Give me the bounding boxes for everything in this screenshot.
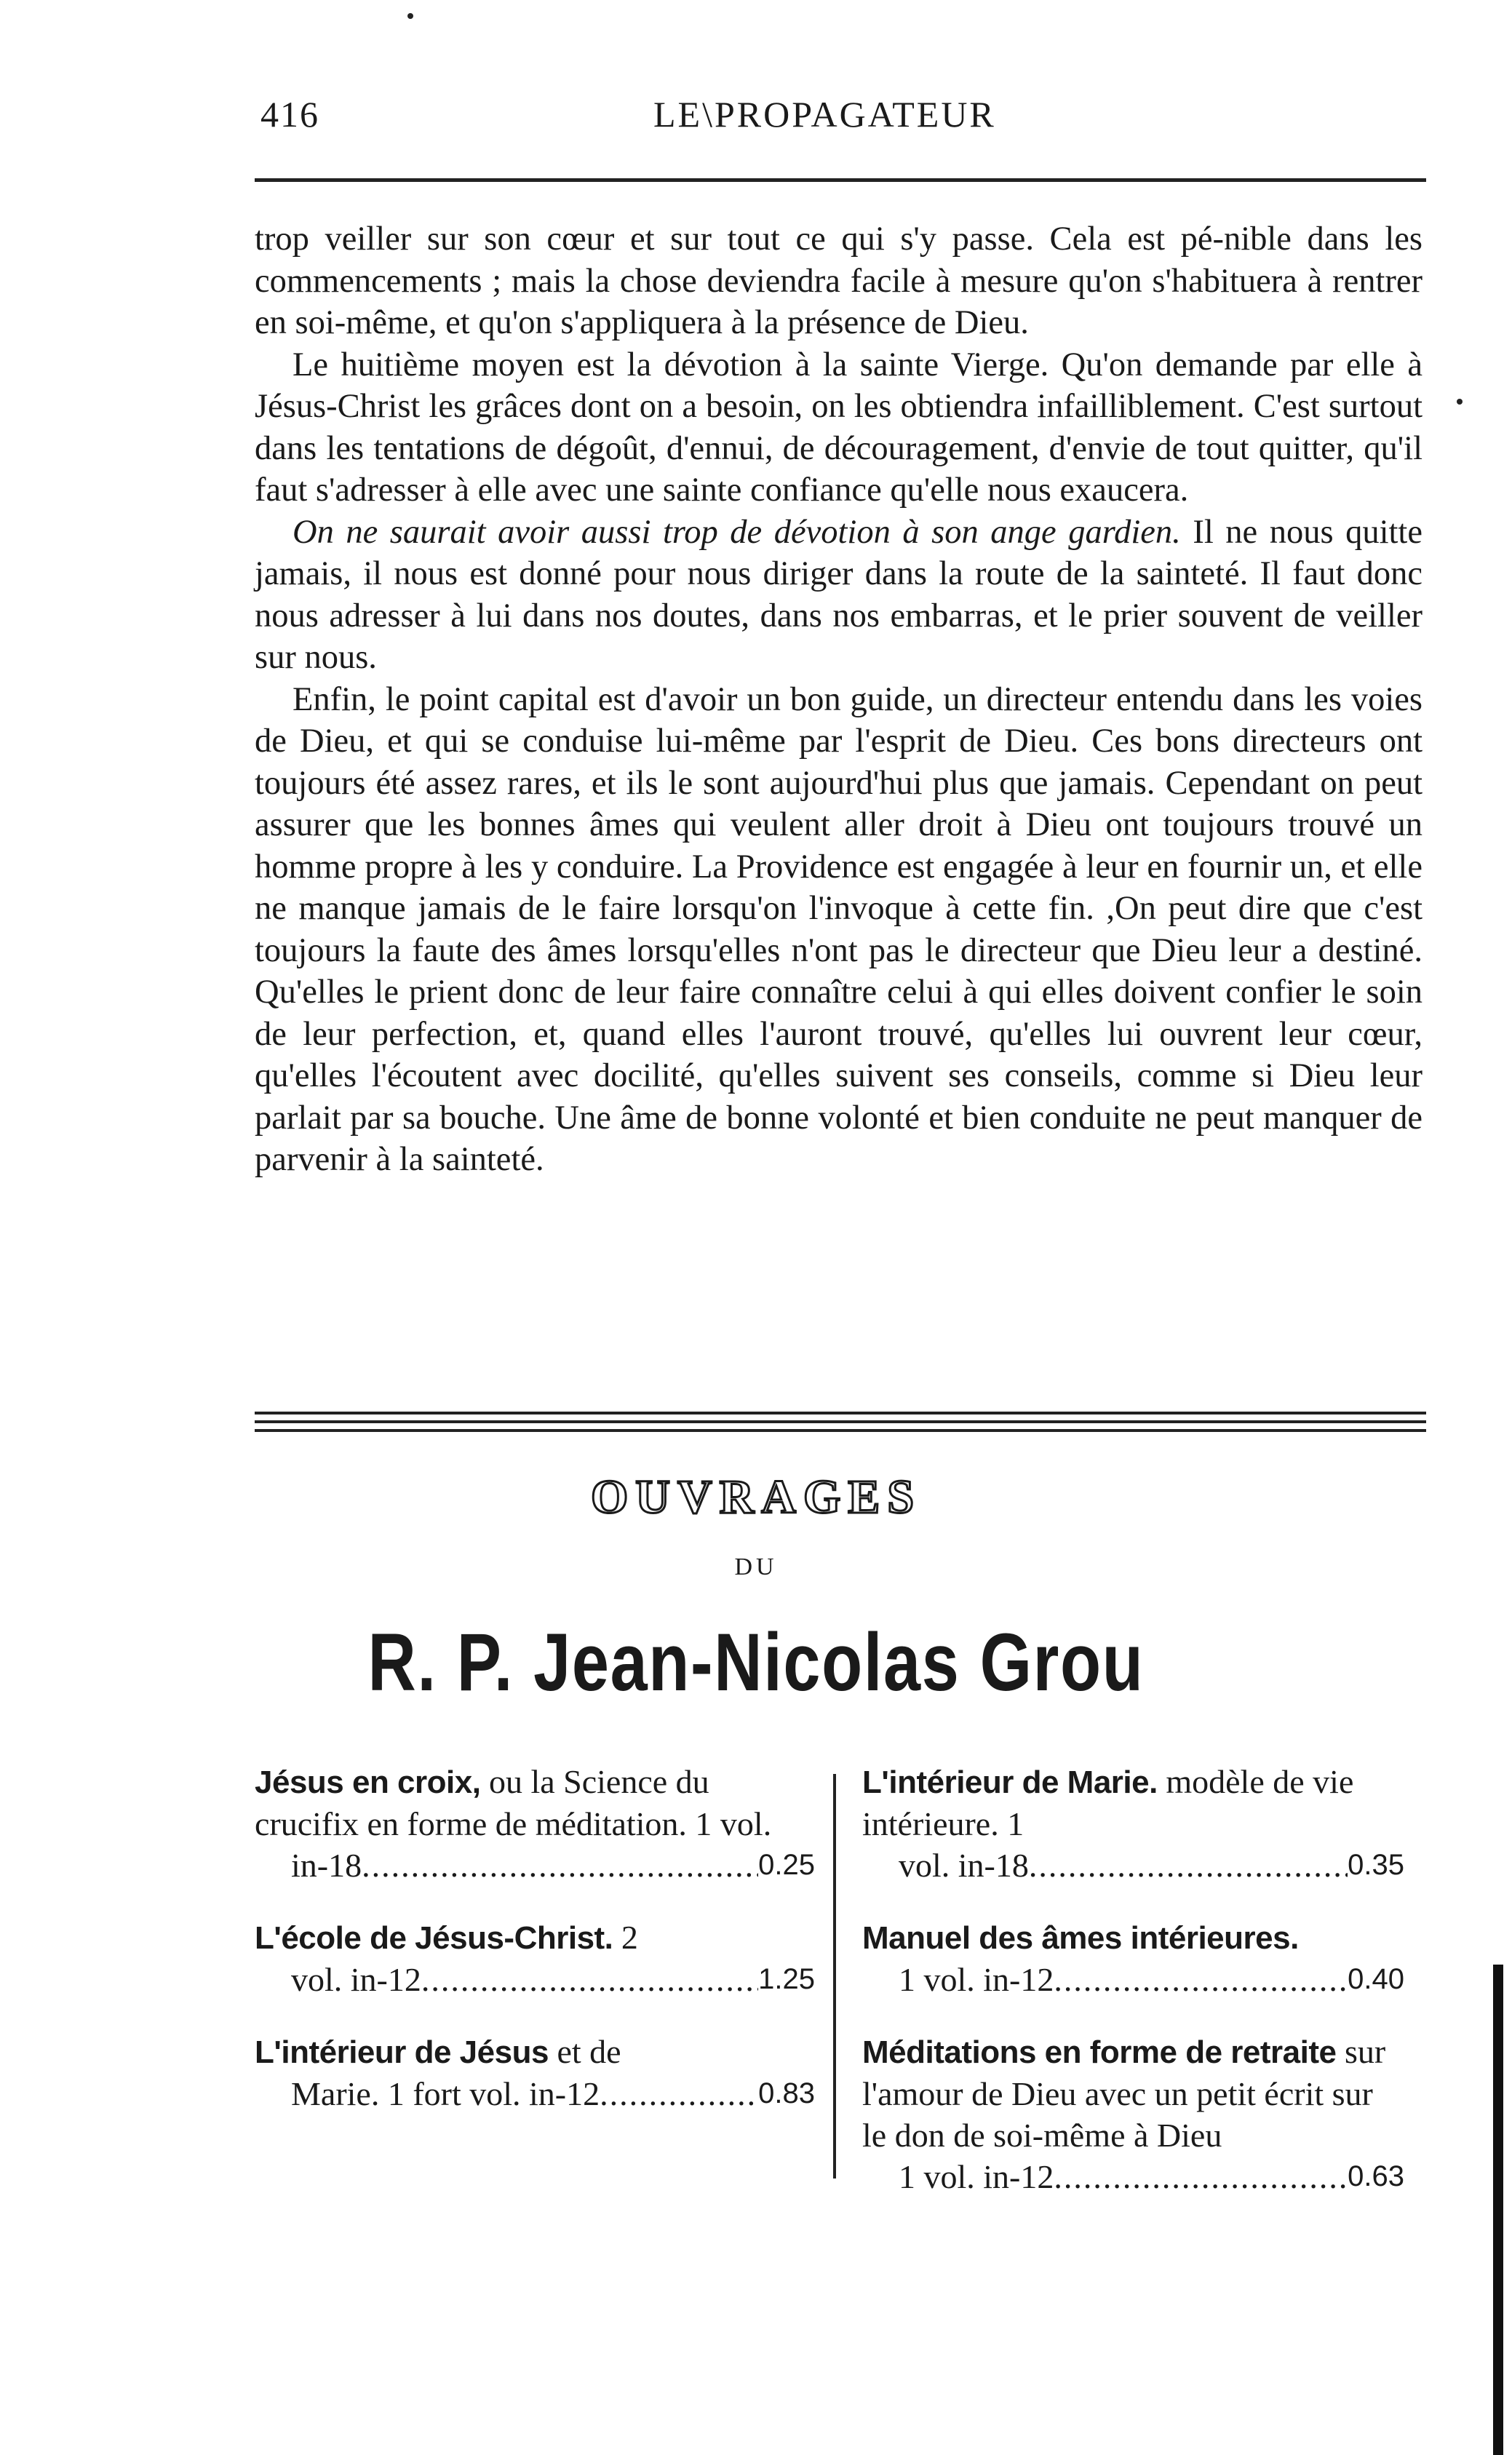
entry-price: 0.35 <box>1348 1849 1404 1881</box>
entry-price-row <box>862 1845 1404 1886</box>
double-rule <box>255 1412 1426 1438</box>
catalogue-author: R. P. Jean-Nicolas Grou <box>367 1617 1145 1708</box>
header-rule <box>255 178 1426 182</box>
running-header <box>260 93 1425 151</box>
entry-format: 1 vol. in-12 <box>899 2158 1054 2195</box>
entry-format: Marie. 1 fort vol. in-12 <box>291 2075 600 2112</box>
entry-title: Manuel des âmes intérieures. <box>862 1920 1299 1956</box>
entry-price-row <box>862 1959 1404 2000</box>
entry-format: vol. in-18 <box>899 1847 1029 1884</box>
catalogue-entry <box>255 2031 815 2114</box>
paragraph-1: trop veiller sur son cœur et sur tout ce qui s'y passe. Cela est pé-nible dans les commencements ; mais la chose deviendra facile à mesure qu'on s'habituera à rentrer en soi-même, et qu'on s'appliquera à la présence de Dieu. <box>255 220 1423 341</box>
entry-price-row <box>255 2073 815 2114</box>
catalogue-entry <box>862 1917 1404 2000</box>
catalogue-heading: OUVRAGES <box>590 1471 922 1524</box>
entry-desc: ou la Science du crucifix en forme de méditation. 1 vol. <box>255 1763 772 1842</box>
paragraph-4: Enfin, le point capital est d'avoir un bon guide, un directeur entendu dans les voies de Dieu, et qui se conduise lui-même par l'esprit de Dieu. Ces bons directeurs ont toujours été assez rares, et ils le sont aujourd'hui plus que jamais. Cependant on peut assurer que les bonnes âmes qui veulent aller droit à Dieu ont toujours trouvé un homme propre à les y conduire. La Providence est engagée à leur en fournir un, et elle ne manque jamais de le faire lorsqu'on l'invoque à cette fin. ,On peut dire que c'est toujours la faute des âmes lorsqu'elles n'ont pas le directeur que Dieu leur a destiné. Qu'elles le prient donc de leur faire connaître celui à qui elles doivent confier le soin de leur perfection, et, quand elles l'auront trouvé, qu'elles lui ouvrent leur cœur, qu'elles l'écoutent avec docilité, qu'elles suivent ses conseils, comme si Dieu leur parlait par sa bouche. Une âme de bonne volonté et bien conduite ne peut manquer de parvenir à la sainteté. <box>255 680 1423 1178</box>
running-title: LE\PROPAGATEUR <box>653 94 996 135</box>
entry-price-row <box>255 1845 815 1886</box>
entry-desc: modèle de vie intérieure. 1 <box>862 1763 1354 1842</box>
entry-price-row <box>862 2156 1404 2197</box>
entry-price: 0.25 <box>758 1849 815 1881</box>
column-divider <box>833 1774 836 2179</box>
entry-price: 1.25 <box>758 1963 815 1995</box>
catalogue-entry <box>255 1917 815 2000</box>
entry-price: 0.40 <box>1348 1963 1404 1995</box>
entry-title: Méditations en forme de retraite <box>862 2034 1337 2070</box>
entry-format: vol. in-12 <box>291 1961 421 1998</box>
paragraph-2: Le huitième moyen est la dévotion à la sainte Vierge. Qu'on demande par elle à Jésus-Christ les grâces dont on a besoin, on les obtiendra infailliblement. C'est surtout dans les tentations de dégoût, d'ennui, de découragement, d'envie de tout quitter, qu'il faut s'adresser à elle avec une sainte confiance qu'elle nous exaucera. <box>255 346 1423 509</box>
entry-title: L'intérieur de Marie. <box>862 1764 1158 1800</box>
entry-format: 1 vol. in-12 <box>899 1961 1054 1998</box>
entry-desc: sur l'amour de Dieu avec un petit écrit sur le don de soi-même à Dieu <box>862 2033 1386 2154</box>
entry-desc: 2 <box>621 1919 638 1956</box>
catalogue-du: DU <box>734 1553 778 1580</box>
ink-speck <box>1457 399 1463 405</box>
page-number: 416 <box>260 94 319 135</box>
entry-title: L'intérieur de Jésus <box>255 2034 549 2070</box>
entry-price: 0.63 <box>1348 2160 1404 2192</box>
entry-format: in-18 <box>291 1847 362 1884</box>
catalogue-entry <box>255 1761 815 1886</box>
entry-price-row <box>255 1959 815 2000</box>
ink-speck <box>407 13 413 19</box>
entry-desc: et de <box>557 2033 621 2070</box>
page-edge-shadow <box>1493 1965 1503 2455</box>
paragraph-3-italic: On ne saurait avoir aussi trop de dévotion à son ange gardien. <box>293 513 1181 551</box>
entry-price: 0.83 <box>758 2077 815 2109</box>
paragraph-3-text: Il ne nous quitte jamais, il nous est donné pour nous diriger dans la route de la sainteté. Il faut donc nous adresser à lui dans nos doutes, dans nos embarras, et le prier souvent de veiller sur nous. <box>255 513 1423 676</box>
entry-title: Jésus en croix, <box>255 1764 481 1800</box>
catalogue-right-column <box>862 1761 1404 2228</box>
catalogue-entry <box>862 1761 1404 1886</box>
body-text <box>255 218 1423 1181</box>
paragraph-3 <box>255 512 1423 679</box>
catalogue-left-column <box>255 1761 815 2145</box>
catalogue-entry <box>862 2031 1404 2197</box>
entry-title: L'école de Jésus-Christ. <box>255 1920 613 1956</box>
